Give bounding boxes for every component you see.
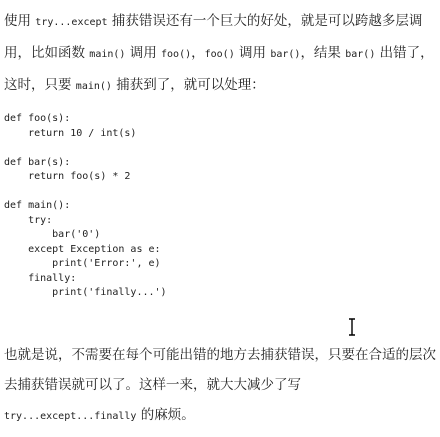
code-line: return 10 / int(s): [4, 127, 137, 139]
inline-code-bar-2: bar(): [345, 49, 376, 60]
code-line: def main():: [4, 200, 71, 211]
code-block: [4, 112, 167, 301]
intro-text-4: ，: [191, 45, 205, 61]
inline-code-foo-2: foo(): [204, 49, 235, 60]
code-line: bar('0'): [4, 229, 101, 240]
intro-text-3: 调用: [125, 45, 162, 61]
inline-code-main-2: main(): [75, 81, 112, 92]
intro-text-1: 使用: [4, 13, 36, 29]
inline-code-try-except-finally: try...except...finally: [4, 411, 137, 422]
inline-code-try-except: try...except: [35, 17, 108, 28]
intro-text-6: ，结果: [300, 45, 346, 61]
code-line: def bar(s):: [4, 156, 71, 168]
intro-paragraph: [4, 6, 436, 102]
inline-code-foo: foo(): [161, 49, 192, 60]
code-line: finally:: [4, 272, 77, 284]
intro-text-5: 调用: [234, 45, 271, 61]
intro-text-8: 捕获到了，就可以处理：: [111, 77, 265, 93]
code-line: [4, 141, 167, 156]
outro-text-2: 的麻烦。: [136, 407, 195, 423]
code-line: [4, 185, 167, 200]
inline-code-bar: bar(): [270, 49, 301, 60]
code-line: print('finally...'): [4, 287, 167, 298]
code-line: try:: [4, 214, 53, 226]
outro-paragraph: [4, 340, 436, 432]
code-line: def foo(s):: [4, 113, 71, 124]
outro-text-1: 也就是说，不需要在每个可能出错的地方去捕获错误，只要在合适的层次去捕获错误就可以了。这样一来，就大大减少了写: [4, 347, 436, 393]
inline-code-main: main(): [89, 49, 126, 60]
intro-text-2: 捕获错误还有一个巨大的好处，就是可以跨越多层调用，比如函数: [4, 13, 423, 61]
code-line: except Exception as e:: [4, 243, 161, 255]
text-cursor-icon: [347, 318, 357, 336]
code-line: return foo(s) * 2: [4, 171, 131, 182]
code-line: print('Error:', e): [4, 258, 161, 269]
intro-text-7: 出错了，这时，只要: [4, 45, 434, 93]
